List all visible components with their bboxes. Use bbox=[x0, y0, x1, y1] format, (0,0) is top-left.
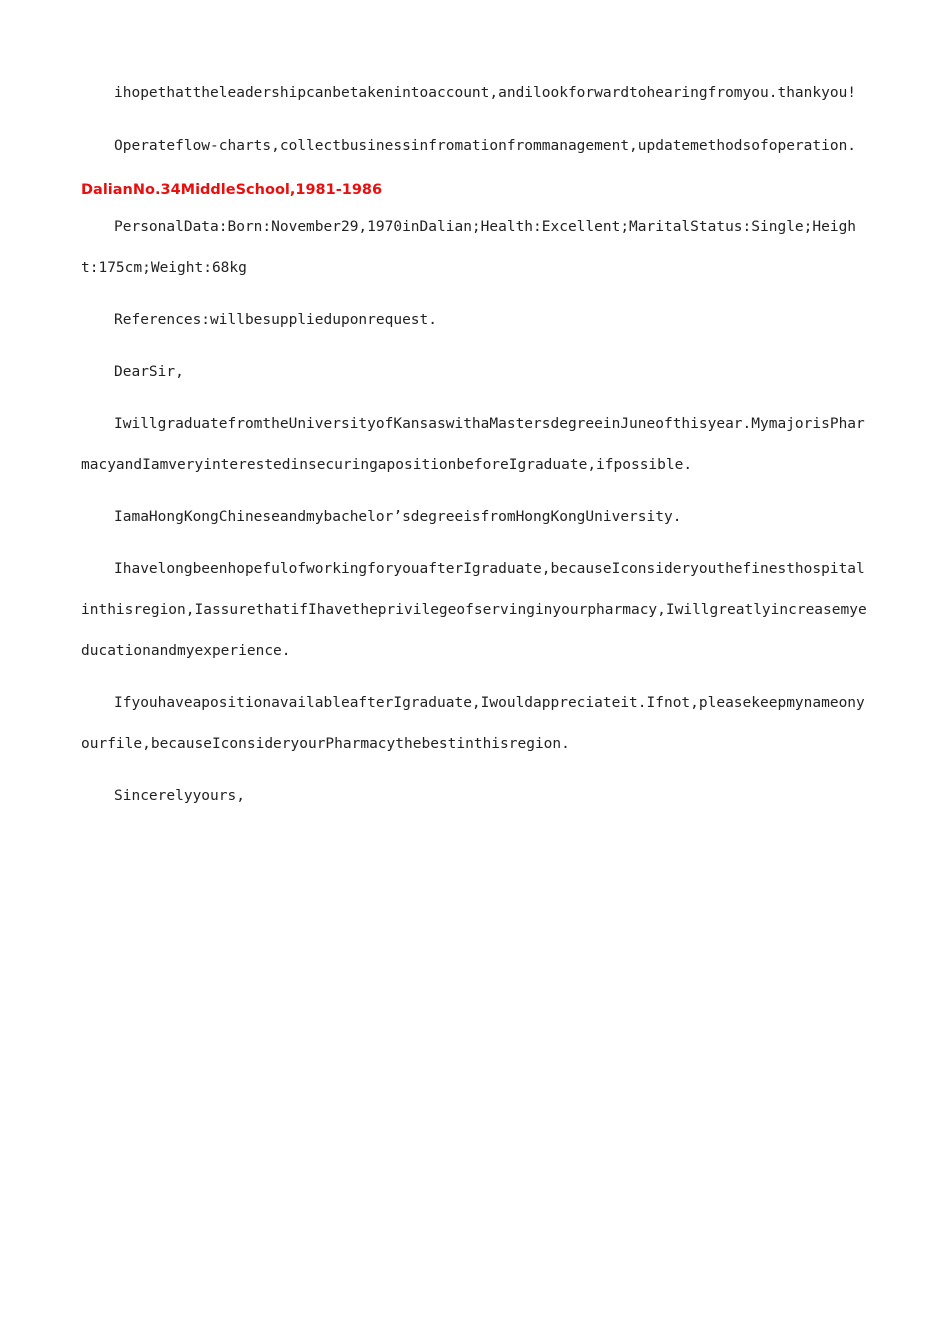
paragraph-signoff: Sincerelyyours, bbox=[114, 788, 245, 804]
section-heading-school: DalianNo.34MiddleSchool,1981-1986 bbox=[81, 182, 383, 198]
paragraph-closing-note: ihopethattheleadershipcanbetakenintoaccount,andilookforwardtohearingfromyou.thankyou! bbox=[114, 85, 857, 101]
document-content bbox=[81, 73, 871, 817]
paragraph-salutation: DearSir, bbox=[114, 364, 184, 380]
paragraph-references: References:willbesupplieduponrequest. bbox=[114, 312, 438, 328]
paragraph-graduation: IwillgraduatefromtheUniversityofKansaswithaMastersdegreeinJuneofthisyear.MymajorisPharmacyandIamveryinterestedinsecuringapositionbeforeIgraduate,ifpossible. bbox=[81, 416, 865, 473]
paragraph-background: IamaHongKongChineseandmybachelor’sdegreeisfromHongKongUniversity. bbox=[114, 509, 682, 525]
paragraph-job-duties: Operateflow-charts,collectbusinessinfromationfrommanagement,updatemethodsofoperation. bbox=[114, 138, 857, 154]
paragraph-motivation: IhavelongbeenhopefulofworkingforyouafterIgraduate,becauseIconsideryouthefinesthospitalinthisregion,IassurethatifIhavetheprivilegeofservinginyourpharmacy,Iwillgreatlyincreasemyeducationandmyexperience. bbox=[81, 561, 867, 659]
paragraph-personal-data: PersonalData:Born:November29,1970inDalian;Health:Excellent;MaritalStatus:Single;Height:175cm;Weight:68kg bbox=[81, 219, 857, 276]
paragraph-request: IfyouhaveapositionavailableafterIgraduate,Iwouldappreciateit.Ifnot,pleasekeepmynameonyourfile,becauseIconsideryourPharmacythebestinthisregion. bbox=[81, 695, 865, 752]
